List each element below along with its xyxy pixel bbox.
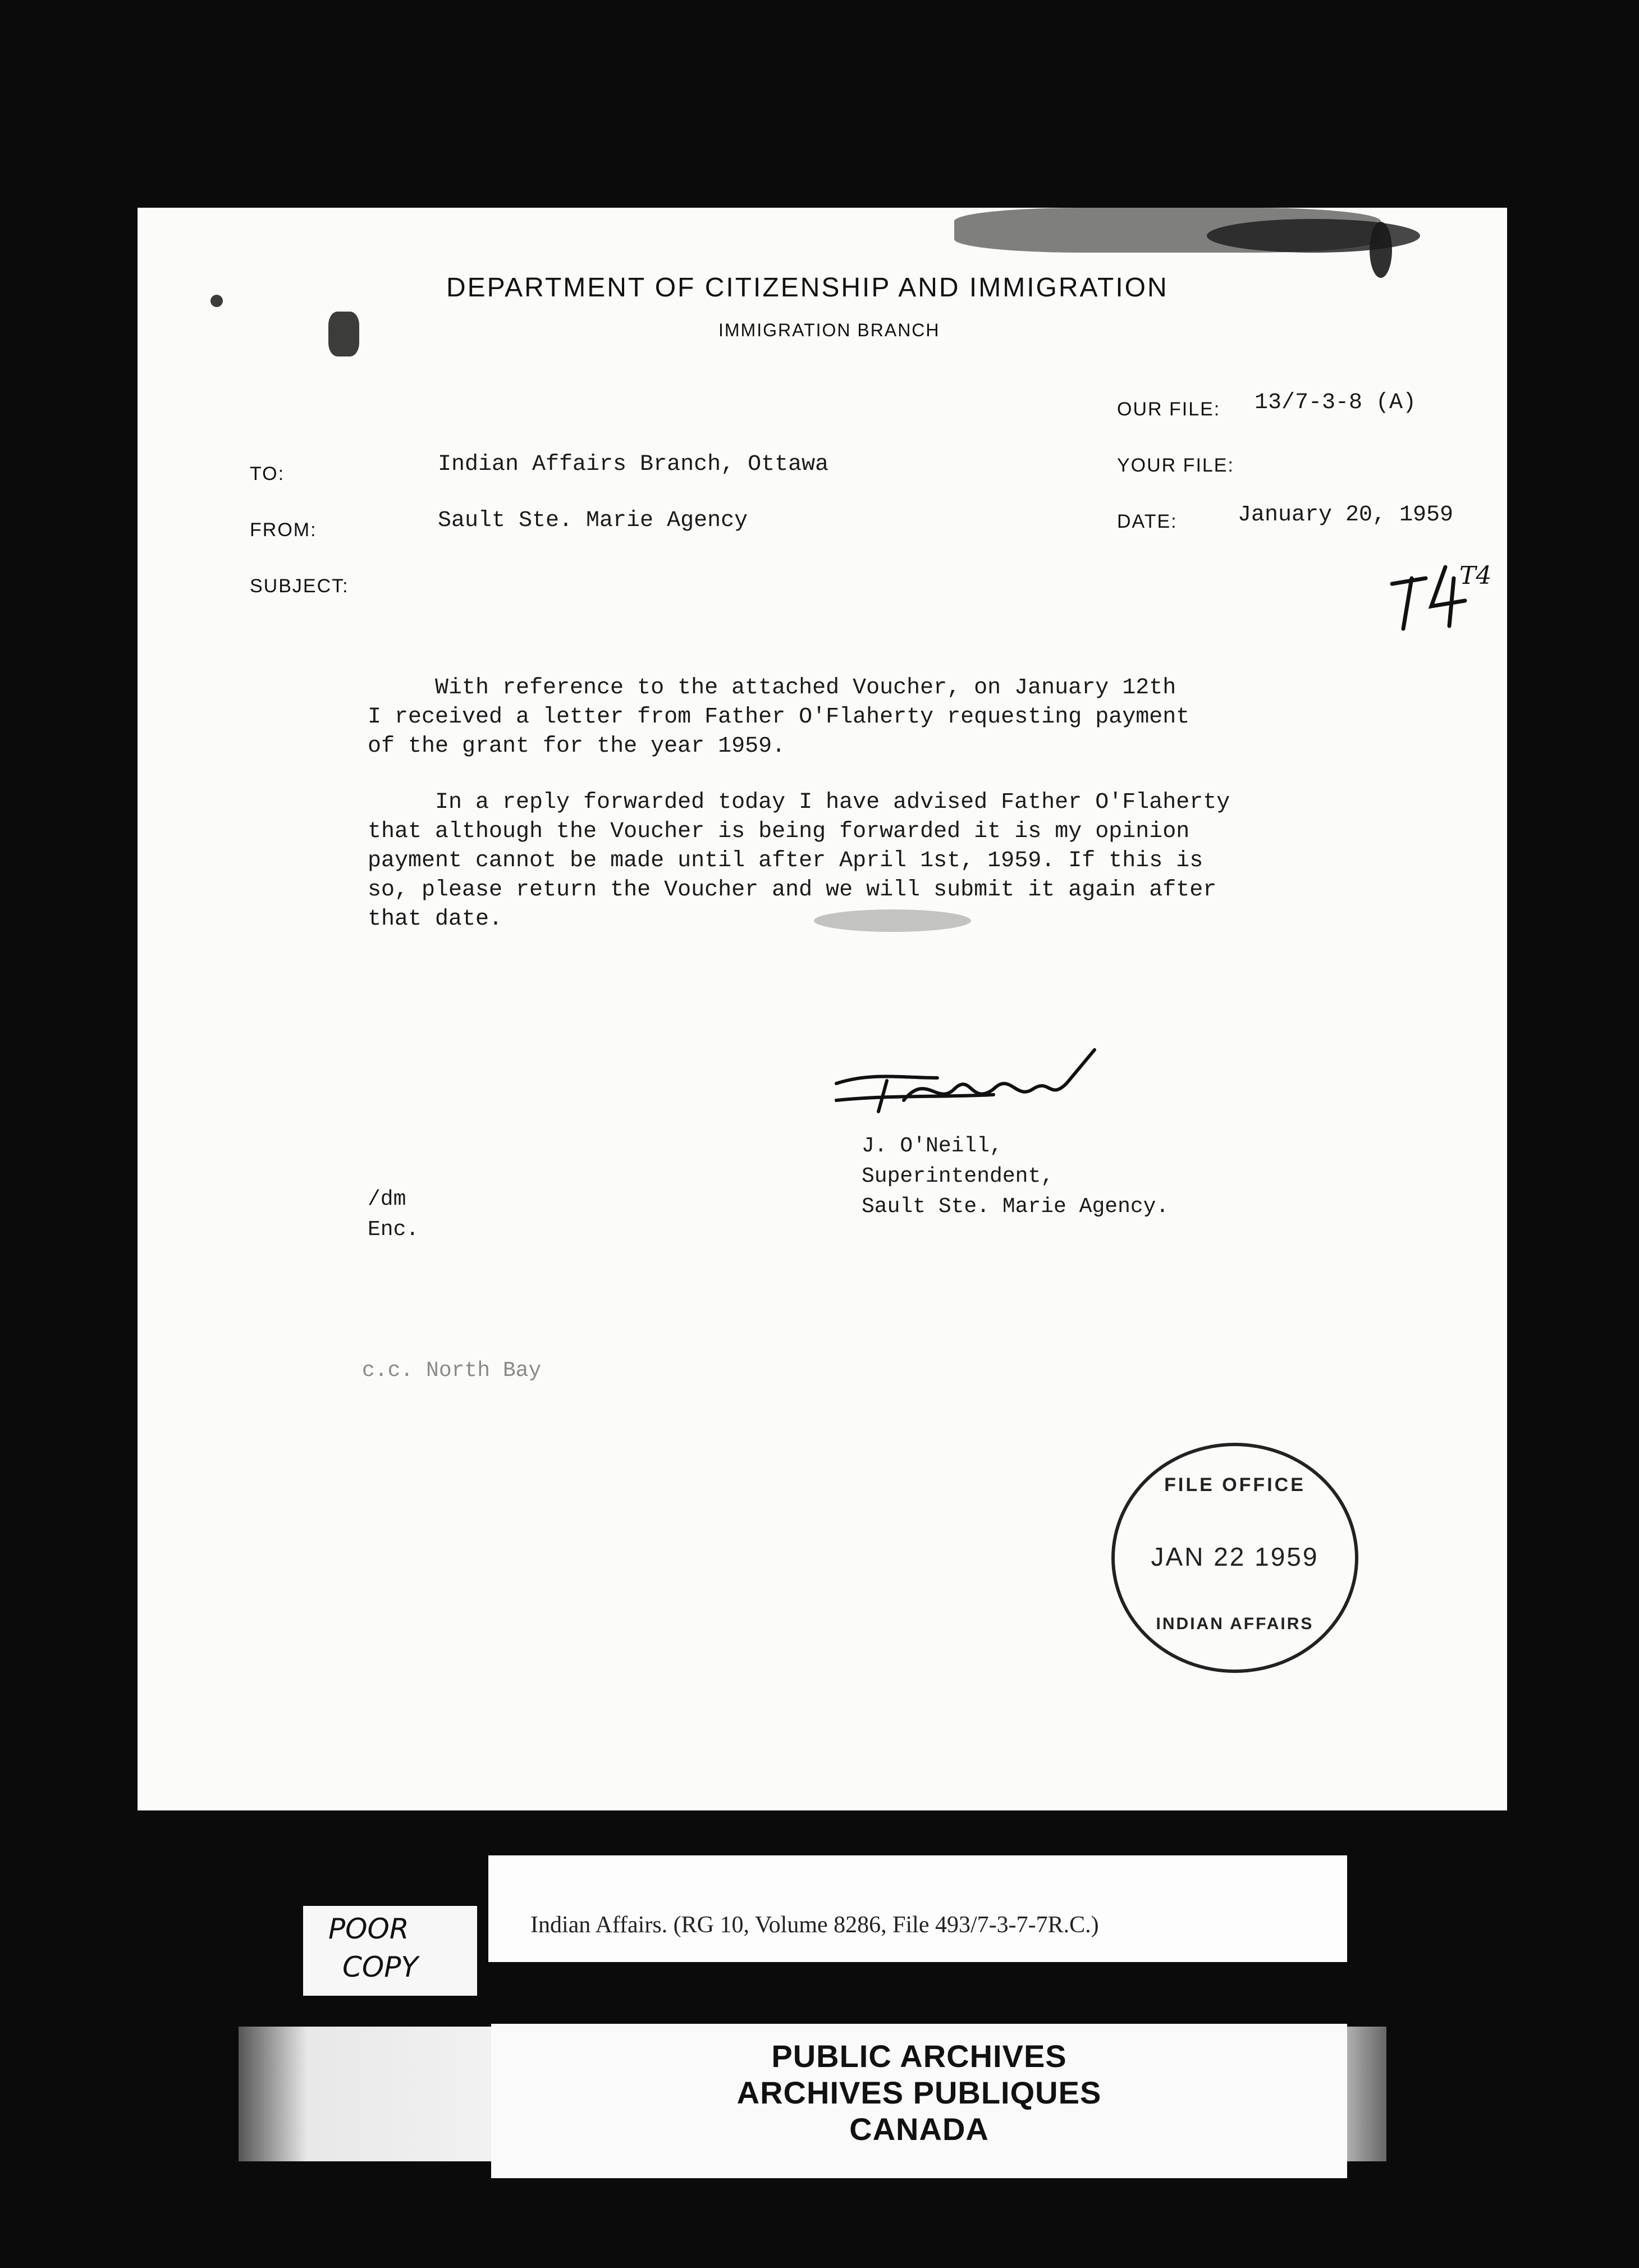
paragraph-1	[368, 674, 1294, 761]
body-line: payment cannot be made until after April 1st, 1959. If this is	[368, 848, 1203, 874]
body-line: I received a letter from Father O'Flaherty requesting payment	[368, 705, 1190, 730]
paragraph-2	[368, 788, 1294, 934]
archives-line-3: CANADA	[849, 2111, 989, 2147]
enclosure-block	[368, 1185, 419, 1245]
archive-reference-card	[488, 1855, 1347, 1962]
signature-block	[862, 1131, 1169, 1222]
our-file-label: OUR FILE:	[1117, 399, 1221, 420]
body-line: In a reply forwarded today I have advised Father O'Flaherty	[435, 790, 1230, 815]
received-stamp	[1111, 1443, 1358, 1673]
body-line: so, please return the Voucher and we will submit it again after	[368, 877, 1217, 903]
ink-blot	[328, 312, 359, 356]
our-file-value: 13/7-3-8 (A)	[1255, 390, 1417, 415]
archive-reference-text: Indian Affairs. (RG 10, Volume 8286, File 493/7-3-7-7R.C.)	[530, 1912, 1099, 1938]
poor-copy-card	[303, 1906, 477, 1996]
to-value: Indian Affairs Branch, Ottawa	[438, 452, 829, 477]
signatory-title: Superintendent,	[862, 1164, 1054, 1188]
body-line: that although the Voucher is being forwarded it is my opinion	[368, 819, 1190, 844]
poor-copy-line-1: POOR	[328, 1913, 409, 1945]
date-value: January 20, 1959	[1238, 502, 1454, 528]
date-label: DATE:	[1117, 511, 1178, 532]
enclosure-note: Enc.	[368, 1218, 419, 1242]
department-title: DEPARTMENT OF CITIZENSHIP AND IMMIGRATION	[446, 273, 1169, 303]
body-line: of the grant for the year 1959.	[368, 734, 786, 759]
branch-title: IMMIGRATION BRANCH	[718, 320, 940, 340]
ink-smudge	[1370, 222, 1392, 278]
subject-label: SUBJECT:	[250, 575, 349, 597]
stamp-bottom-text: INDIAN AFFAIRS	[1156, 1615, 1314, 1633]
signature-scribble	[825, 1039, 1134, 1128]
your-file-label: YOUR FILE:	[1117, 455, 1234, 476]
poor-copy-line-2: COPY	[342, 1951, 418, 1983]
body-line: that date.	[368, 907, 503, 932]
signatory-name: J. O'Neill,	[862, 1134, 1002, 1158]
from-value: Sault Ste. Marie Agency	[438, 508, 748, 533]
letter-body	[368, 674, 1294, 961]
ink-mark	[210, 295, 223, 307]
stamp-top-text: FILE OFFICE	[1164, 1474, 1306, 1496]
carbon-copy-note: c.c. North Bay	[362, 1359, 542, 1383]
to-label: TO:	[250, 463, 285, 484]
handwritten-annotation-text: T4	[1459, 561, 1492, 590]
from-label: FROM:	[250, 519, 317, 541]
signatory-office: Sault Ste. Marie Agency.	[862, 1195, 1169, 1219]
archives-line-2: ARCHIVES PUBLIQUES	[736, 2075, 1102, 2110]
stamp-date: JAN 22 1959	[1151, 1542, 1319, 1571]
body-line: With reference to the attached Voucher, on January 12th	[435, 675, 1176, 701]
typist-initials: /dm	[368, 1187, 406, 1211]
archives-line-1: PUBLIC ARCHIVES	[771, 2038, 1067, 2074]
